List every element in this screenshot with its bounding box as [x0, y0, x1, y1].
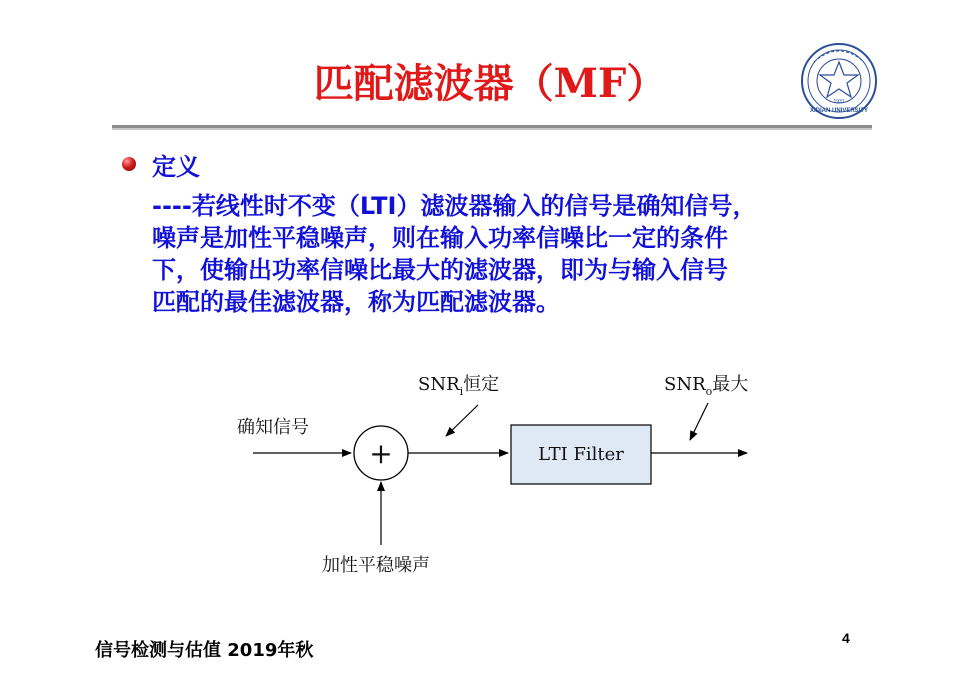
page-number: 4 — [842, 630, 850, 646]
definition-line: 匹配的最佳滤波器，称为匹配滤波器。 — [152, 288, 560, 316]
lti-filter-label: LTI Filter — [538, 444, 624, 465]
logo-outer-text: XIDIAN UNIVERSITY — [809, 108, 869, 114]
definition-line: 噪声是加性平稳噪声，则在输入功率信噪比一定的条件 — [152, 224, 728, 252]
snr-input-label: $SNR_i$恒定 — [418, 374, 500, 398]
snr-input-pointer — [446, 405, 478, 436]
snr-output-pointer — [690, 403, 708, 440]
snr-output-subscript: o — [705, 385, 713, 398]
input-signal-label: 确知信号 — [237, 417, 309, 438]
definition-line: ----若线性时不变（LTI）滤波器输入的信号是确知信号， — [152, 192, 757, 220]
slide-title: 匹配滤波器（MF） — [313, 60, 667, 107]
snr-input-subscript: i — [459, 385, 464, 398]
course-footer: 信号检测与估值 2019年秋 — [95, 640, 314, 661]
snr-output-label: $SNR_o$最大 — [664, 374, 749, 398]
bullet-heading: 定义 — [152, 153, 200, 181]
adder-symbol: + — [369, 437, 393, 470]
definition-line: 下，使输出功率信噪比最大的滤波器，即为与输入信号 — [152, 256, 728, 284]
noise-label: 加性平稳噪声 — [322, 555, 430, 576]
logo-inner-text: 1931 — [833, 99, 845, 105]
